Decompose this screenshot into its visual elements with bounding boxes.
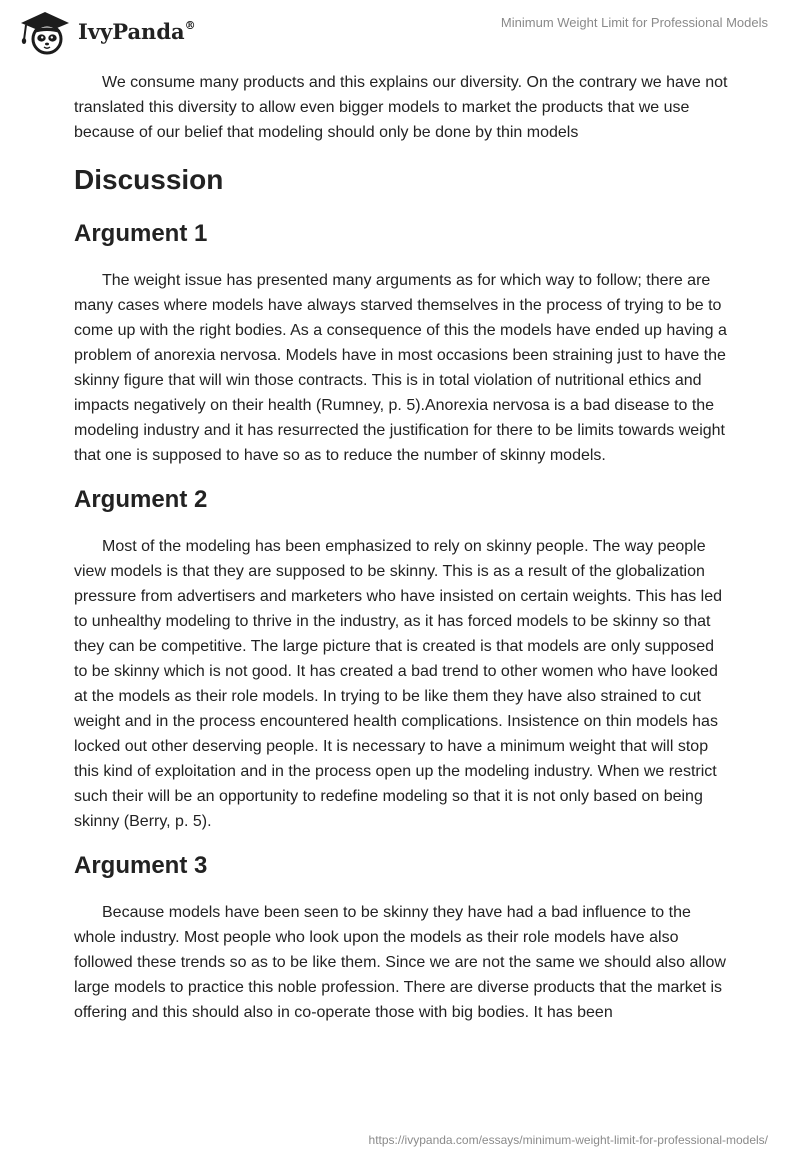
argument-paragraph: Because models have been seen to be skinny they have had a bad influence to the whole industry. Most people who look upon the models as their role models have also followed these trends so as to be like them. Since we are not the same we should also allow large models to practice this noble profession. There are diverse products that the market is offering and this should also in co-operate those with big bodies. It has been [74, 904, 726, 1021]
brand-name[interactable]: IvyPanda® [78, 19, 196, 44]
argument-heading: Argument 2 [74, 486, 208, 513]
registered-mark: ® [184, 19, 196, 32]
essay-content [74, 70, 730, 1025]
panda-graduation-cap-icon[interactable] [15, 10, 75, 56]
argument-paragraph: Most of the modeling has been emphasized to rely on skinny people. The way people view models is that they are supposed to be skinny. This is as a result of the globalization pressure from advertisers and marketers who have insisted on certain weights. This has led to unhealthy modeling to thrive in the industry, as it has forced models to be skinny so that they can be competitive. The large picture that is created is that models are only supposed to be skinny which is not good. It has created a bad trend to other women who have looked at the models as their role models. In trying to be like them they have also strained to cut weight and in the process encountered health complications. Insistence on thin models has locked out other deserving people. It is necessary to have a minimum weight that will stop this kind of exploitation and in the process open up the modeling industry. When we restrict such their will be an opportunity to redefine modeling so that it is not only based on being skinny (Berry, p. 5). [74, 538, 723, 830]
section-heading-discussion: Discussion [74, 164, 224, 195]
intro-paragraph: We consume many products and this explains our diversity. On the contrary we have not translated this diversity to allow even bigger models to market the products that we use because of our belief that modeling should only be done by thin models [74, 74, 728, 141]
argument-heading: Argument 1 [74, 220, 208, 247]
argument-paragraph: The weight issue has presented many arguments as for which way to follow; there are many cases where models have always starved themselves in the process of trying to be to come up with the right bodies. As a consequence of this the models have ended up having a problem of anorexia nervosa. Models have in most occasions been straining just to have the skinny figure that will win those contracts. This is in total violation of nutritional ethics and impacts negatively on their health (Rumney, p. 5).Anorexia nervosa is a bad disease to the modeling industry and it has resurrected the justification for there to be limits towards weight that one is supposed to have so as to reduce the number of skinny models. [74, 272, 727, 464]
document-title: Minimum Weight Limit for Professional Models [500, 15, 768, 30]
page-header [0, 0, 800, 64]
argument-heading: Argument 3 [74, 852, 208, 879]
source-url[interactable]: https://ivypanda.com/essays/minimum-weight-limit-for-professional-models/ [368, 1133, 768, 1147]
